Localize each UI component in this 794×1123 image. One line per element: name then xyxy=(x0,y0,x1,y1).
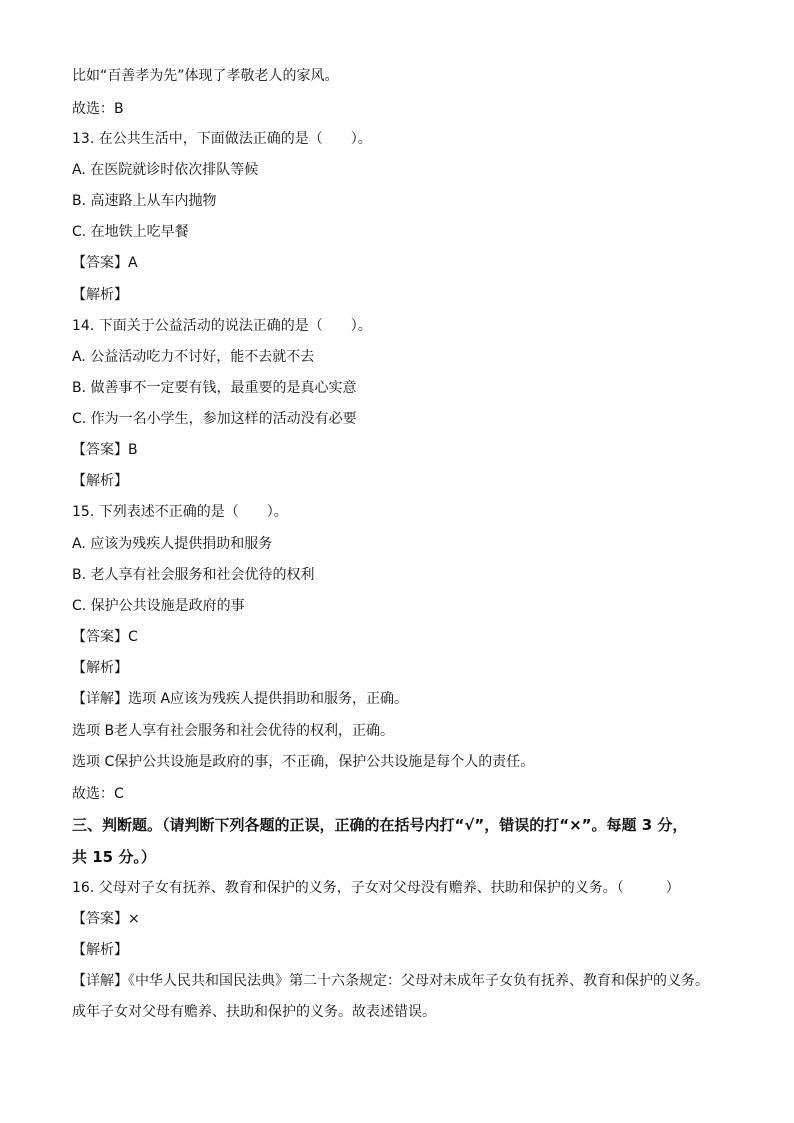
answer-label: 【答案】× xyxy=(72,911,140,927)
option-b: B. 高速路上从车内抛物 xyxy=(72,193,217,209)
answer-choice-text: 故选：B xyxy=(72,101,124,117)
option-b: B. 做善事不一定要有钱，最重要的是真心实意 xyxy=(72,380,357,396)
answer-choice-text: 故选：C xyxy=(72,786,124,802)
option-a: A. 在医院就诊时依次排队等候 xyxy=(72,162,259,178)
answer-label: 【答案】C xyxy=(72,629,138,645)
analysis-label: 【解析】 xyxy=(72,473,128,489)
section-heading: 三、判断题。（请判断下列各题的正误，正确的在括号内打“√”，错误的打“×”。每题 3 分， xyxy=(72,816,688,834)
option-c: C. 作为一名小学生，参加这样的活动没有必要 xyxy=(72,411,357,427)
question-13: 13. 在公共生活中，下面做法正确的是（ ）。 xyxy=(72,131,372,147)
explanation-text: 选项 B老人享有社会服务和社会优待的权利，正确。 xyxy=(72,723,395,739)
option-a: A. 公益活动吃力不讨好，能不去就不去 xyxy=(72,349,315,365)
analysis-label: 【解析】 xyxy=(72,287,128,303)
detailed-explanation: 【详解】《中华人民共和国民法典》第二十六条规定：父母对未成年子女负有抚养、教育和保护的义务。 xyxy=(72,973,709,989)
question-15: 15. 下列表述不正确的是（ ）。 xyxy=(72,504,288,520)
question-14: 14. 下面关于公益活动的说法正确的是（ ）。 xyxy=(72,318,372,334)
explanation-text: 选项 C保护公共设施是政府的事，不正确，保护公共设施是每个人的责任。 xyxy=(72,754,535,770)
explanation-text: 成年子女对父母有赡养、扶助和保护的义务。故表述错误。 xyxy=(72,1004,436,1020)
analysis-label: 【解析】 xyxy=(72,942,128,958)
section-heading-cont: 共 15 分。） xyxy=(72,848,156,866)
option-c: C. 在地铁上吃早餐 xyxy=(72,224,189,240)
answer-label: 【答案】B xyxy=(72,442,138,458)
option-b: B. 老人享有社会服务和社会优待的权利 xyxy=(72,567,315,583)
answer-label: 【答案】A xyxy=(72,255,138,271)
explanation-text: 比如“百善孝为先”体现了孝敬老人的家风。 xyxy=(72,68,339,84)
option-a: A. 应该为残疾人提供捐助和服务 xyxy=(72,536,273,552)
analysis-label: 【解析】 xyxy=(72,660,128,676)
detailed-explanation: 【详解】选项 A应该为残疾人提供捐助和服务，正确。 xyxy=(72,691,409,707)
option-c: C. 保护公共设施是政府的事 xyxy=(72,598,245,614)
question-16: 16. 父母对子女有抚养、教育和保护的义务，子女对父母没有赡养、扶助和保护的义务。（ ） xyxy=(72,880,680,896)
